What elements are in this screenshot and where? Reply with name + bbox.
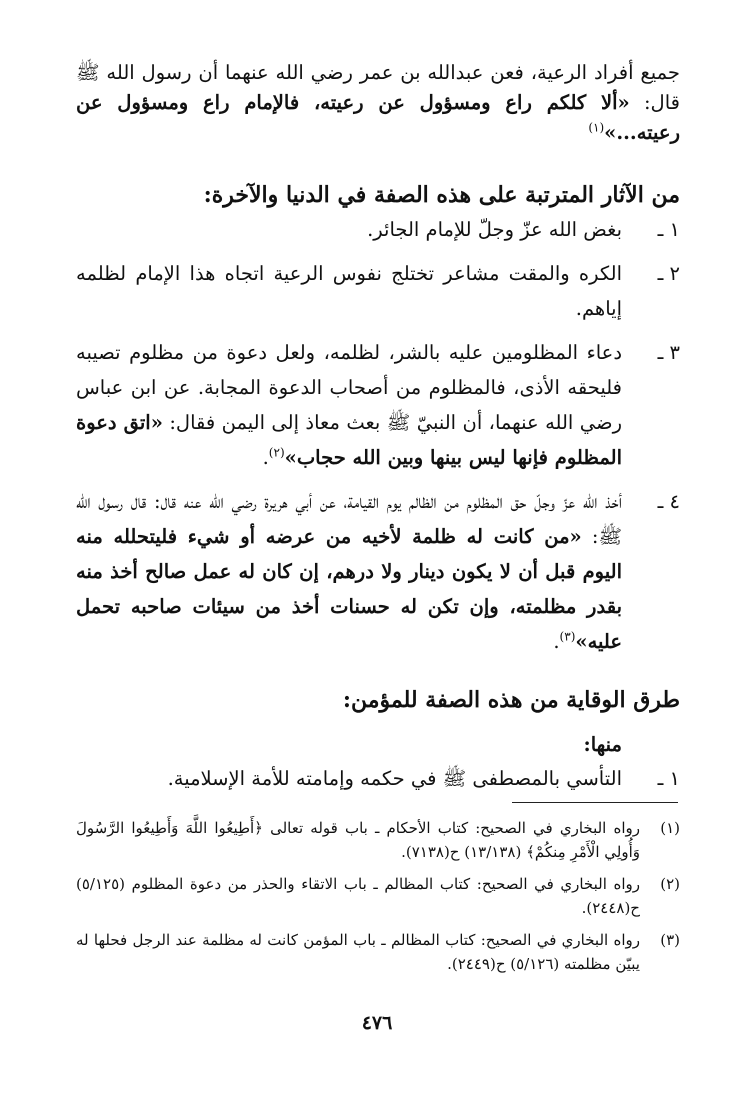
footnote-number: (١)	[660, 819, 680, 837]
footnote	[76, 816, 680, 864]
list-item	[76, 484, 680, 659]
page-number: ٤٧٦	[361, 1012, 393, 1034]
footnote	[76, 872, 680, 920]
item-number: ٤ ـ	[657, 490, 680, 513]
footnote-separator	[512, 802, 678, 803]
section-heading-effects: من الآثار المترتبة على هذه الصفة في الدنيا والآخرة:	[203, 182, 680, 208]
footnote-ref: (٢)	[268, 445, 285, 460]
footnote-text: رواه البخاري في الصحيح: كتاب الأحكام ـ باب قوله تعالى ﴿أَطِيعُوا اللَّهَ وَأَطِيعُوا الرَّسُولَ وَأُولِي الْأَمْرِ مِنكُمْ﴾ (١٣/١٣٨) ح(٧١٣٨).	[76, 819, 640, 861]
page-body	[76, 58, 680, 796]
list-item	[76, 335, 680, 475]
list-item	[76, 212, 680, 247]
intro-hadith-quote: «ألا كلكم راع ومسؤول عن رعيته، فالإمام راع ومسؤول عن رعيته...»	[76, 91, 680, 144]
prevention-list	[76, 761, 680, 796]
item-number: ٣ ـ	[657, 341, 680, 364]
intro-paragraph	[76, 58, 680, 148]
footnote-ref: (٣)	[559, 629, 576, 644]
list-item	[76, 761, 680, 796]
footnote-ref: (١)	[588, 120, 605, 135]
list-item	[76, 256, 680, 326]
item-tail: .	[553, 630, 560, 653]
item-text: دعاء المظلومين عليه بالشر، لظلمه، ولعل دعوة من مظلوم تصيبه فليحقه الأذى، فالمظلوم من أصحاب الدعوة المجابة. عن ابن عباس رضي الله عنهما، أن النبيّ ﷺ بعث معاذ إلى اليمن فقال:	[76, 341, 622, 434]
footnote-text: رواه البخاري في الصحيح: كتاب المظالم ـ باب الاتقاء والحذر من دعوة المظلوم (٥/١٢٥) ح(٢٤٤٨).	[76, 875, 640, 917]
footnote-text: رواه البخاري في الصحيح: كتاب المظالم ـ باب المؤمن كانت له مظلمة عند الرجل فحلها له يبيّن مظلمته (٥/١٢٦) ح(٢٤٤٩).	[76, 931, 640, 973]
item-number: ٢ ـ	[657, 262, 680, 285]
item-text: أخذ الله عزّ وجلّ حق المظلوم من الظالم يوم القيامة، عن أبي هريرة رضي الله عنه قال: قال رسول الله ﷺ:	[76, 490, 622, 548]
effects-list	[76, 212, 680, 659]
hadith-quote: «من كانت له ظلمة لأخيه من عرضه أو شيء فليتحلله منه اليوم قبل أن لا يكون دينار ولا درهم، إن كان له عمل صالح أخذ منه بقدر مظلمته، وإن تكن له حسنات أخذ من سيئات صاحبه تحمل عليه»	[76, 525, 622, 653]
item-text: بغض الله عزّ وجلّ للإمام الجائر.	[367, 218, 622, 241]
footnote	[76, 928, 680, 976]
item-text: التأسي بالمصطفى ﷺ في حكمه وإمامته للأمة الإسلامية.	[167, 767, 622, 790]
hadith-quote: «اتق دعوة المظلوم فإنها ليس بينها وبين الله حجاب»	[76, 411, 622, 469]
item-number: ١ ـ	[657, 218, 680, 241]
subheading-among-them: منها:	[583, 733, 622, 756]
footnote-number: (٢)	[660, 875, 680, 893]
intro-text: جميع أفراد الرعية، فعن عبدالله بن عمر رضي الله عنهما أن رسول الله ﷺ قال:	[76, 61, 680, 114]
footnote-number: (٣)	[660, 931, 680, 949]
item-number: ١ ـ	[657, 767, 680, 790]
section-heading-prevention: طرق الوقاية من هذه الصفة للمؤمن:	[342, 687, 680, 713]
item-text: الكره والمقت مشاعر تختلج نفوس الرعية اتجاه هذا الإمام لظلمه إياهم.	[76, 262, 622, 320]
item-tail: .	[262, 446, 269, 469]
footnotes	[76, 816, 680, 984]
